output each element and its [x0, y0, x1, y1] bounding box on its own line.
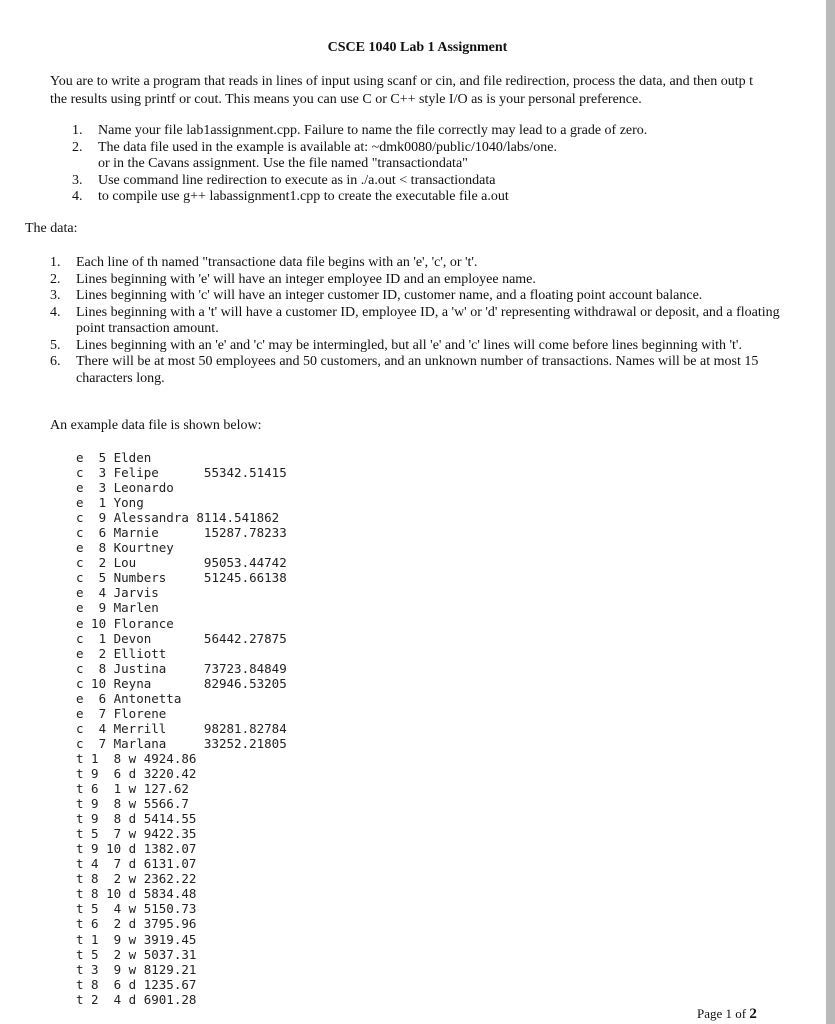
list-item [72, 189, 647, 206]
list-text: Each line of th named "transactione data file begins with an 'e', 'c', or 't'. [76, 255, 478, 270]
data-line: t 5 7 w 9422.35 [76, 826, 197, 842]
page-number [697, 1006, 757, 1023]
list-number: 4. [72, 189, 83, 204]
list-item [50, 338, 780, 355]
data-line: t 9 8 w 5566.7 [76, 796, 189, 812]
data-line: t 3 9 w 8129.21 [76, 961, 197, 977]
data-line: e 5 Elden [76, 450, 152, 465]
list-item [72, 140, 647, 157]
page-total: 2 [749, 1006, 757, 1022]
list-item [72, 123, 647, 140]
data-line: c 9 Alessandra 8114.541862 [76, 510, 280, 526]
data-line: t 9 6 d 3220.42 [76, 765, 197, 781]
data-line: t 5 2 w 5037.31 [76, 946, 197, 962]
list-item [50, 255, 780, 272]
data-line: c 3 Felipe 55342.51415 [76, 465, 287, 481]
list-text: to compile use g++ labassignment1.cpp to create the executable file a.out [98, 189, 509, 204]
data-line: c 2 Lou 95053.44742 [76, 555, 287, 571]
data-line: c 10 Reyna 82946.53205 [76, 675, 287, 691]
page-title: CSCE 1040 Lab 1 Assignment [327, 40, 508, 55]
data-line: t 2 4 d 6901.28 [76, 991, 197, 1007]
data-line: e 10 Florance [76, 615, 174, 631]
section-heading: The data: [25, 221, 78, 236]
list-number: 3. [50, 288, 61, 303]
list-item [72, 173, 647, 190]
data-line: t 8 10 d 5834.48 [76, 886, 197, 902]
list-text: Use command line redirection to execute as in ./a.out < transactiondata [98, 172, 496, 188]
data-rules-list [50, 255, 780, 387]
list-item [50, 288, 780, 305]
data-line: t 5 4 w 5150.73 [76, 901, 197, 917]
data-line: t 1 8 w 4924.86 [76, 750, 197, 766]
data-line: c 6 Marnie 15287.78233 [76, 525, 287, 541]
list-text: The data file used in the example is available at: ~dmk0080/public/1040/labs/one. [98, 139, 557, 155]
data-line: t 6 2 d 3795.96 [76, 916, 197, 932]
data-line: t 4 7 d 6131.07 [76, 856, 197, 872]
instruction-list [72, 123, 647, 206]
data-line: e 9 Marlen [76, 600, 159, 616]
data-line: e 7 Florene [76, 705, 167, 721]
list-text: Lines beginning with a 't' will have a customer ID, employee ID, a 'w' or 'd' representing withdrawal or deposit, and a floating point transaction amount. [76, 304, 780, 336]
list-number [72, 156, 98, 173]
list-number: 6. [50, 354, 61, 369]
data-line: e 8 Kourtney [76, 540, 174, 556]
data-line: t 9 8 d 5414.55 [76, 811, 197, 827]
data-line: t 9 10 d 1382.07 [76, 841, 197, 857]
list-text: Lines beginning with an 'e' and 'c' may be intermingled, but all 'e' and 'c' lines will come before lines beginning with 't'. [76, 337, 742, 353]
list-number: 2. [72, 139, 83, 155]
data-line: e 3 Leonardo [76, 480, 174, 496]
list-text: Name your file lab1assignment.cpp. Failure to name the file correctly may lead to a grade of zero. [98, 123, 648, 138]
data-line: t 6 1 w 127.62 [76, 781, 189, 797]
list-text: Lines beginning with 'c' will have an integer customer ID, customer name, and a floating point account balance. [76, 288, 703, 303]
data-line: t 8 2 w 2362.22 [76, 871, 197, 887]
list-number: 1. [50, 255, 61, 270]
list-item [50, 354, 780, 387]
list-number: 1. [72, 123, 83, 138]
list-number: 4. [50, 304, 61, 320]
data-line: e 4 Jarvis [76, 585, 159, 601]
list-item [50, 272, 780, 289]
list-item [50, 305, 780, 338]
list-number: 2. [50, 271, 61, 287]
example-data-file [76, 450, 287, 1007]
intro-line: You are to write a program that reads in lines of input using scanf or cin, and file redirection, process the data, and then outp t [50, 74, 754, 89]
intro-line: the results using printf or cout. This means you can use C or C++ style I/O as is your personal preference. [50, 92, 642, 107]
list-number: 5. [50, 337, 61, 353]
data-line: c 5 Numbers 51245.66138 [76, 570, 287, 586]
example-label: An example data file is shown below: [50, 418, 262, 433]
data-line: c 1 Devon 56442.27875 [76, 630, 287, 646]
list-text: There will be at most 50 employees and 50 customers, and an unknown number of transactions. Names will be at most 15 characters long. [76, 354, 759, 386]
data-line: e 1 Yong [76, 495, 144, 511]
list-text: Lines beginning with 'e' will have an integer employee ID and an employee name. [76, 271, 536, 287]
right-edge-bar [826, 0, 835, 1024]
data-line: c 8 Justina 73723.84849 [76, 660, 287, 676]
list-text: or in the Cavans assignment. Use the file named "transactiondata" [98, 156, 468, 171]
data-line: e 6 Antonetta [76, 690, 182, 706]
page-number-prefix: Page 1 of [697, 1006, 750, 1021]
data-line: t 8 6 d 1235.67 [76, 976, 197, 992]
list-number: 3. [72, 172, 83, 188]
data-line: e 2 Elliott [76, 645, 167, 661]
list-item [72, 156, 647, 173]
intro-paragraph [50, 73, 825, 109]
data-line: c 7 Marlana 33252.21805 [76, 735, 287, 751]
data-line: c 4 Merrill 98281.82784 [76, 720, 287, 736]
data-line: t 1 9 w 3919.45 [76, 931, 197, 947]
